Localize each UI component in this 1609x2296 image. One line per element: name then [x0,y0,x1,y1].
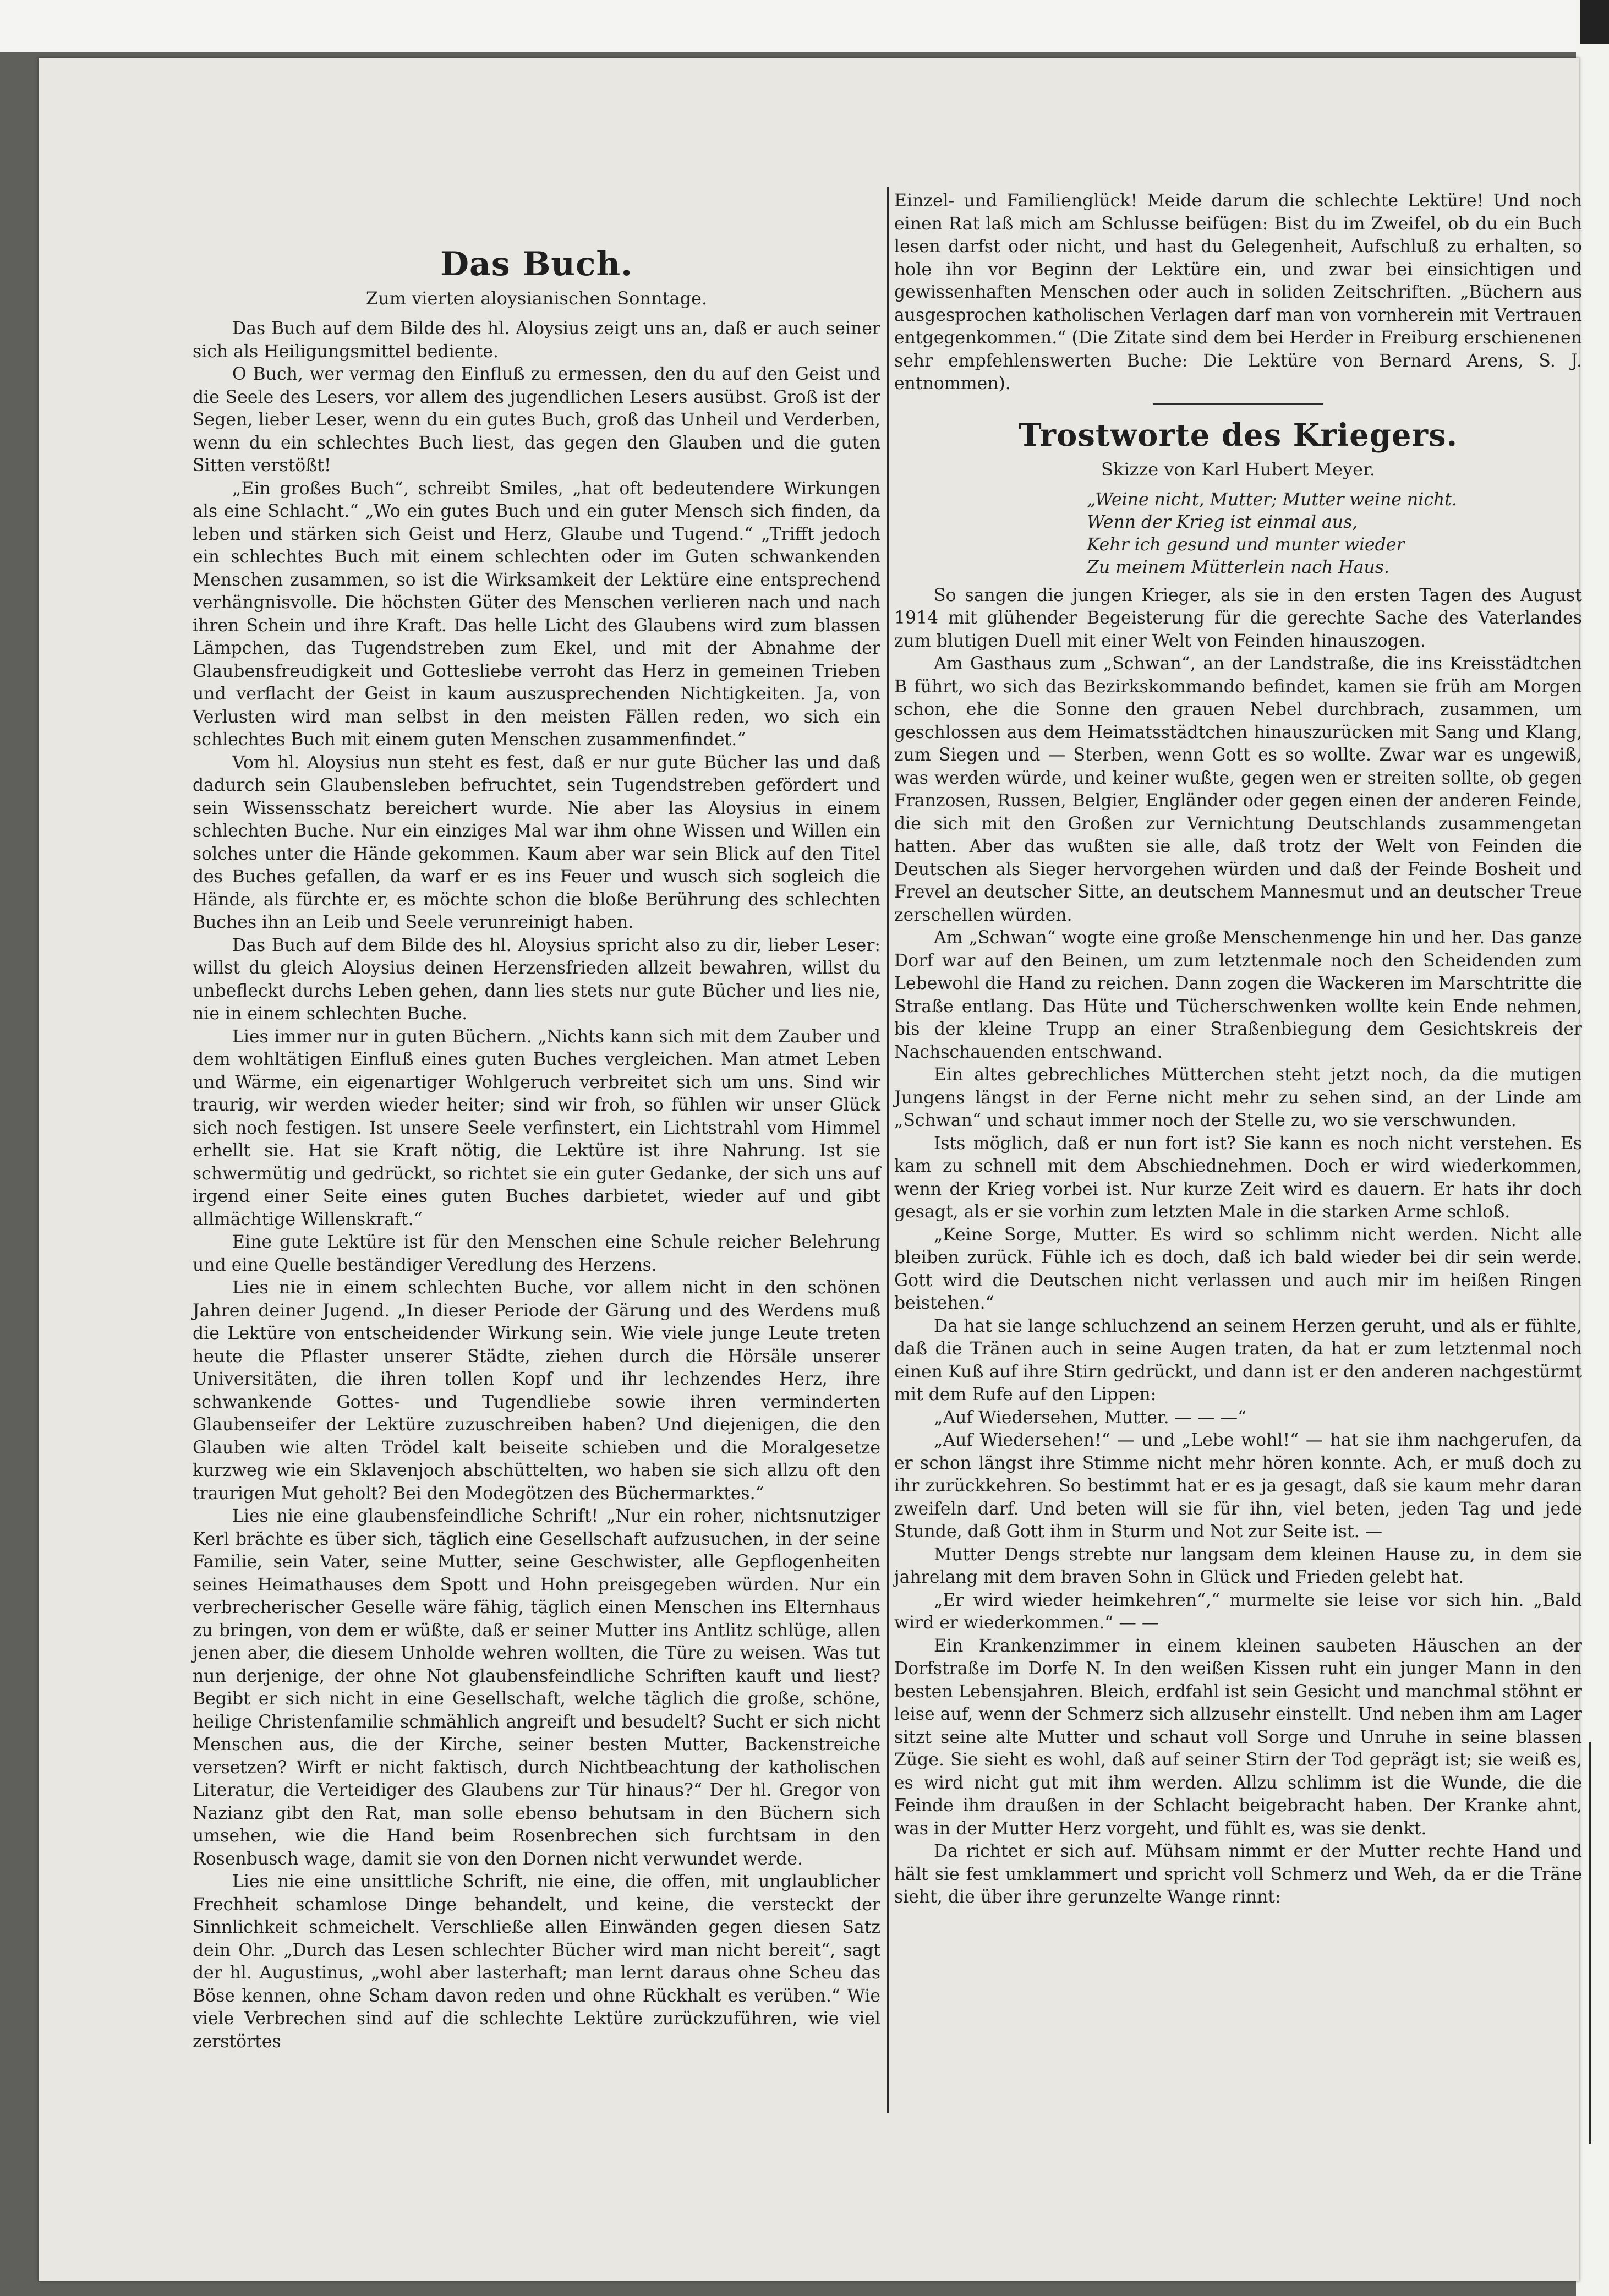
paragraph: Lies immer nur in guten Büchern. „Nichts kann sich mit dem Zauber und dem wohltätigen Einfluß eines guten Buches vergleichen. Man atmet Leben und Wärme, ein eigenartiger Wohlgeruch verbreitet sich um uns. Sind wir traurig, wir werden wieder heiter; sind wir froh, so fühlen wir unser Glück sich noch festigen. Ist unsere Seele verfinstert, ein Lichtstrahl vom Himmel erhellt sie. Hat sie Kraft nötig, die Lektüre ist ihre Nahrung. Ist sie schwermütig und gedrückt, so richtet sie ein guter Gedanke, der sich uns auf irgend einer Seite eines guten Buches darbietet, wieder auf und gibt allmächtige Willenskraft.“ [193,1026,880,1229]
article-end-rule [1153,403,1323,405]
verse-line: Kehr ich gesund und munter wieder [1087,534,1405,555]
article-body [894,584,1582,1909]
paragraph: Ists möglich, daß er nun fort ist? Sie kann es noch nicht verstehen. Es kam zu schnell mit dem Abschiednehmen. Doch er wird wiederkommen, wenn der Krieg vorbei ist. Nur kurze Zeit wird es dauern. Er hats ihr doch gesagt, als er sie vorhin zum letzten Male in die starken Arme schloß. [894,1133,1582,1222]
article-subtitle: Skizze von Karl Hubert Meyer. [1101,458,1376,480]
scan-corner-mark [1580,0,1609,44]
newspaper-page [39,58,1582,2281]
article-title-trostworte: Trostworte des Kriegers. [1018,417,1458,453]
paragraph: Am „Schwan“ wogte eine große Menschenmenge hin und her. Das ganze Dorf war auf den Beinen, um zum letztenmale noch den Scheidenden zum Lebewohl die Hand zu reichen. Dann zogen die Wackeren im Marschtritte die Straße entlang. Das Hüte und Tücherschwenken wollte kein Ende nehmen, bis der kleine Trupp an einer Straßenbiegung dem Gesichtskreis der Nachschauenden entschwand. [894,928,1582,1062]
paragraph: Ein altes gebrechliches Mütterchen steht jetzt noch, da die mutigen Jungens längst in der Ferne nicht mehr zu sehen sind, an der Linde am „Schwan“ und schaut immer noch der Stelle zu, wo sie verschwunden. [894,1065,1582,1130]
verse-line: Wenn der Krieg ist einmal aus, [1087,512,1358,532]
article-body [193,318,880,2053]
paragraph: Am Gasthaus zum „Schwan“, an der Landstraße, die ins Kreisstädtchen B führt, wo sich das Bezirkskommando befindet, kamen sie früh am Morgen schon, ehe die Sonne den grauen Nebel durchbrach, zusammen, um geschlossen aus dem Heimatsstädtchen hinauszurücken mit Sang und Klang, zum Siegen und — Sterben, wenn Gott es so wollte. Zwar war es ungewiß, was werden würde, und keiner wußte, gegen wen er streiten sollte, ob gegen Franzosen, Russen, Belgier, Engländer oder gegen einen der anderen Feinde, die sich mit den Großen zur Vernichtung Deutschlands zusammengetan hatten. Aber das wußten sie alle, daß trotz der Welt von Feinden die Deutschen als Sieger hervorgehen würden und daß der Feinde Bosheit und Frevel an deutscher Sitte, an deutschem Mannesmut und an deutscher Treue zerschellen würden. [894,654,1582,925]
paragraph: Lies nie eine unsittliche Schrift, nie eine, die offen, mit unglaublicher Frechheit schamlose Dinge behandelt, und keine, die versteckt der Sinnlichkeit schmeichelt. Verschließe allen Einwänden gegen diesen Satz dein Ohr. „Durch das Lesen schlechter Bücher wird man nicht bereit“, sagt der hl. Augustinus, „wohl aber lasterhaft; man lernt daraus ohne Scheu das Böse kennen, ohne Scham davon reden und ohne Rückhalt es verüben.“ Wie viele Verbrechen sind auf die schlechte Lektüre zurückzuführen, wie viel zerstörtes [193,1872,880,2052]
paragraph: „Keine Sorge, Mutter. Es wird so schlimm nicht werden. Nicht alle bleiben zurück. Fühle ich es doch, daß ich bald wieder bei dir sein werde. Gott wird die Deutschen nicht verlassen und auch mir im heißen Ringen beistehen.“ [894,1224,1582,1313]
right-column [894,190,1582,1909]
left-column [193,184,880,2053]
paragraph: Ein Krankenzimmer in einem kleinen saubeten Häuschen an der Dorfstraße im Dorfe N. In den weißen Kissen ruht ein junger Mann in den besten Lebensjahren. Bleich, erdfahl ist sein Gesicht und manchmal stöhnt er leise auf, wenn der Schmerz sich allzusehr einstellt. Und neben ihm am Lager sitzt seine alte Mutter und schaut voll Sorge und Unruhe in seine blassen Züge. Sie sieht es wohl, daß auf seiner Stirn der Tod geprägt ist; sie weiß es, es wird nicht gut mit ihm werden. Allzu schlimm ist die Wunde, die die Feinde ihm draußen in der Schlacht beigebracht haben. Der Kranke ahnt, was in der Mutter Herz vorgeht, und fühlt es, was sie denkt. [894,1636,1582,1839]
scan-border-top [0,0,1609,52]
paragraph: Eine gute Lektüre ist für den Menschen eine Schule reicher Belehrung und eine Quelle beständiger Veredlung des Herzens. [193,1232,880,1275]
paragraph: „Auf Wiedersehen, Mutter. — — —“ [934,1407,1247,1428]
paragraph: So sangen die jungen Krieger, als sie in den ersten Tagen des August 1914 mit glühender Begeisterung für die gerechte Sache des Vaterlandes zum blutigen Duell mit einer Welt von Feinden hinauszogen. [894,585,1582,651]
right-edge-rule [1589,1742,1591,2144]
paragraph: Lies nie in einem schlechten Buche, vor allem nicht in den schönen Jahren deiner Jugend. „In dieser Periode der Gärung und des Werdens muß die Lektüre von entscheidender Wirkung sein. Wie viele junge Leute treten heute die Pflaster unserer Städte, ziehen durch die Hörsäle unserer Universitäten, die ihren tollen Kopf und ihr lechzendes Herz, ihre schwankende Gottes- und Tugendliebe sowie ihren verminderten Glaubenseifer der Lektüre zuzuschreiben haben? Und diejenigen, die den Glauben wie alten Trödel kalt beiseite schieben und die Moralgesetze kurzweg wie ein Sklavenjoch abschüttelten, wo haben sie sich allzu oft den traurigen Mut geholt? Bei den Modegötzen des Büchermarktes.“ [193,1278,880,1504]
article-subtitle: Zum vierten aloysianischen Sonntage. [365,288,708,309]
paragraph: Das Buch auf dem Bilde des hl. Aloysius spricht also zu dir, lieber Leser: willst du gleich Aloysius deinen Herzensfrieden allzeit bewahren, willst du unbefleckt durchs Leben gehen, dann lies stets nur gute Bücher und lies nie, nie in einem schlechten Buche. [193,935,880,1024]
paragraph: Das Buch auf dem Bilde des hl. Aloysius zeigt uns an, daß er auch seiner sich als Heiligungsmittel bediente. [193,319,880,362]
article-continuation [894,190,1582,396]
verse-line: Zu meinem Mütterlein nach Haus. [1087,557,1389,577]
paragraph: Mutter Dengs strebte nur langsam dem kleinen Hause zu, in dem sie jahrelang mit dem braven Sohn in Glück und Frieden gelebt hat. [894,1544,1582,1587]
paragraph: Vom hl. Aloysius nun steht es fest, daß er nur gute Bücher las und daß dadurch sein Glaubensleben befruchtet, sein Tugendstreben gefördert und sein Wissensschatz bereichert wurde. Nie aber las Aloysius in einem schlechten Buche. Nur ein einziges Mal war ihm ohne Wissen und Willen ein solches unter die Hände gekommen. Kaum aber war sein Blick auf den Titel des Buches gefallen, da warf er es ins Feuer und wusch sich sogleich die Hände, als fürchte er, es möchte schon die bloße Berührung des schlechten Buches ihn an Leib und Seele verunreinigt haben. [193,752,880,932]
paragraph: Da richtet er sich auf. Mühsam nimmt er der Mutter rechte Hand und hält sie fest umklammert und spricht voll Schmerz und Weh, da er die Träne sieht, die über ihre gerunzelte Wange rinnt: [894,1841,1582,1907]
paragraph: O Buch, wer vermag den Einfluß zu ermessen, den du auf den Geist und die Seele des Lesers, vor allem des jugendlichen Lesers ausübst. Groß ist der Segen, lieber Leser, wenn du ein gutes Buch, groß das Unheil und Verderben, wenn du ein schlechtes Buch liest, das gegen den Glauben und die guten Sitten verstößt! [193,364,880,475]
paragraph: „Er wird wieder heimkehren“,“ murmelte sie leise vor sich hin. „Bald wird er wiederkommen.“ — — [894,1590,1582,1633]
verse-line: „Weine nicht, Mutter; Mutter weine nicht. [1087,489,1457,510]
paragraph: Einzel- und Familienglück! Meide darum die schlechte Lektüre! Und noch einen Rat laß mich am Schlusse beifügen: Bist du im Zweifel, ob du ein Buch lesen darfst oder nicht, und hast du Gelegenheit, Aufschluß zu erhalten, so hole ihn vor Beginn der Lektüre ein, und zwar bei einsichtigen und gewissenhaften Menschen oder auch in soliden Zeitschriften. „Büchern aus ausgesprochen katholischen Verlagen darf man von vornherein mit Vertrauen entgegenkommen.“ (Die Zitate sind dem bei Herder in Freiburg erschienenen sehr empfehlenswerten Buche: Die Lektüre von Bernard Arens, S. J. entnommen). [894,191,1582,393]
article-title-das-buch: Das Buch. [440,245,633,283]
verse-block [1087,489,1582,579]
column-divider [887,187,889,2113]
paragraph: „Auf Wiedersehen!“ — und „Lebe wohl!“ — hat sie ihm nachgerufen, da er schon längst ihre Stimme nicht mehr hören konnte. Ach, er muß doch zu ihr zurückkehren. So bestimmt hat er es ja gesagt, daß sie kaum mehr daran zweifeln darf. Und beten will sie für ihn, viel beten, jeden Tag und jede Stunde, daß Gott ihm in Sturm und Not zur Seite ist. — [894,1430,1582,1541]
paragraph: Lies nie eine glaubensfeindliche Schrift! „Nur ein roher, nichtsnutziger Kerl brächte es über sich, täglich eine Gesellschaft aufzusuchen, in der seine Familie, sein Vater, seine Mutter, seine Geschwister, alle Gepflogenheiten seines Heimathauses dem Spott und Hohn preisgegeben würden. Nur ein verbrecherischer Geselle wäre fähig, täglich einen Menschen ins Elternhaus zu bringen, von dem er wüßte, daß er seiner Mutter ins Antlitz schlüge, allen jenen aber, die diesem Unholde wehren wollten, die Türe zu weisen. Was tut nun derjenige, der ohne Not glaubensfeindliche Schriften kauft und liest? Begibt er sich nicht in eine Gesellschaft, welche täglich die große, schöne, heilige Christenfamilie schmählich angreift und besudelt? Sucht er sich nicht Menschen aus, die der Kirche, seiner besten Mutter, Backenstreiche versetzen? Wirft er nicht faktisch, durch Nichtbeachtung der katholischen Literatur, die Verteidiger des Glaubens zur Tür hinaus?“ Der hl. Gregor von Nazianz gibt den Rat, man solle ebenso behutsam in den Büchern sich umsehen, wie die Hand beim Rosenbrechen sich furchtsam in den Rosenbusch wage, damit sie von den Dornen nicht verwundet werde. [193,1506,880,1869]
paragraph: Da hat sie lange schluchzend an seinem Herzen geruht, und als er fühlte, daß die Tränen auch in seine Augen traten, da hat er zum letztenmal noch einen Kuß auf ihre Stirn gedrückt, und dann ist er den anderen nachgestürmt mit dem Rufe auf den Lippen: [894,1316,1582,1404]
paragraph: „Ein großes Buch“, schreibt Smiles, „hat oft bedeutendere Wirkungen als eine Schlacht.“ „Wo ein gutes Buch und ein guter Mensch sich finden, da leben und stärken sich Geist und Herz, Glaube und Tugend.“ „Trifft jedoch ein schlechtes Buch mit einem schlechten oder im Guten schwankenden Menschen zusammen, so ist die Wirksamkeit der Lektüre eine entsprechend verhängnisvolle. Die höchsten Güter des Menschen verlieren nach und nach ihren Schein und ihre Kraft. Das helle Licht des Glaubens wird zum blassen Lämpchen, das Tugendstreben zum Ekel, und mit der Abnahme der Glaubensfreudigkeit und Gottesliebe verroht das Herz in gemeinen Trieben und verflacht der Geist in kaum auszusprechenden Nichtigkeiten. Ja, von Verlusten wird man selbst in den meisten Fällen reden, wo sich ein schlechtes Buch mit einem guten Menschen zusammenfindet.“ [193,478,880,750]
